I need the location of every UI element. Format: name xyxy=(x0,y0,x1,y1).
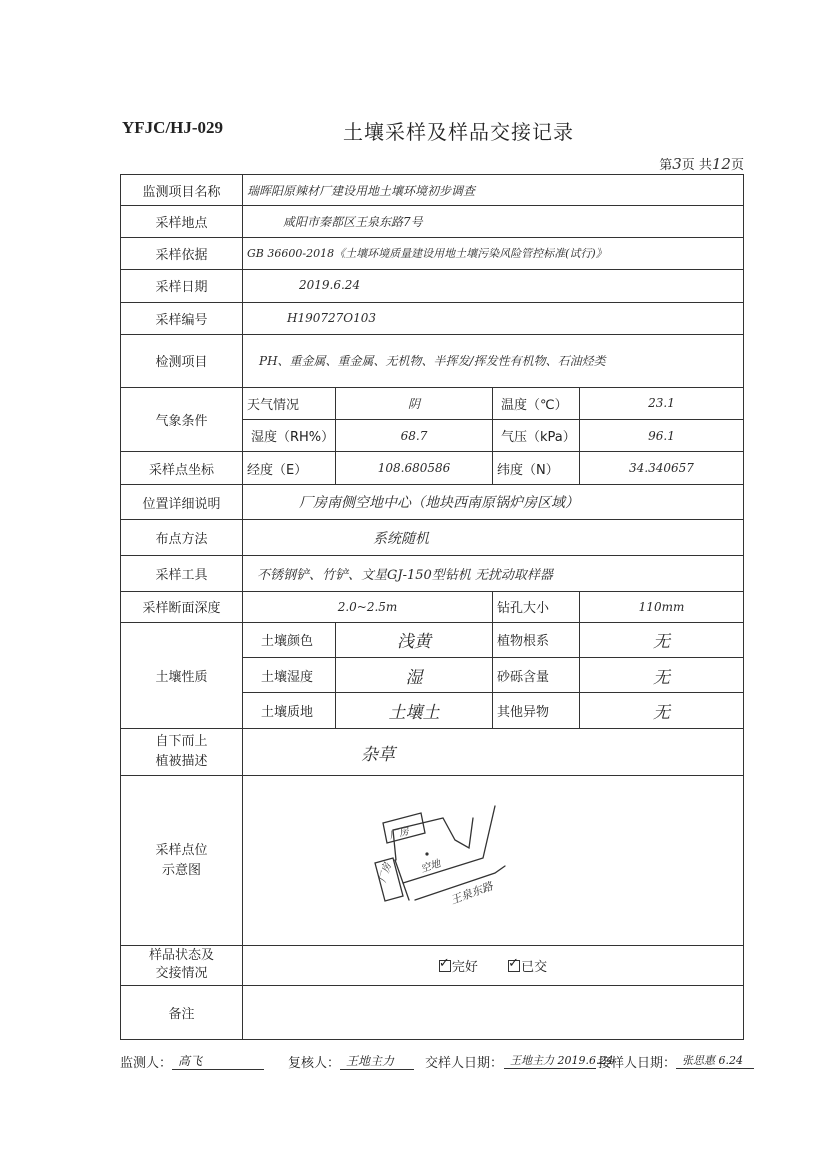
label-sample-id: 采样编号 xyxy=(121,302,243,334)
handwritten-gravel: 无 xyxy=(653,667,670,688)
value-other-objects xyxy=(580,693,744,728)
value-basis xyxy=(243,237,744,269)
value-gravel xyxy=(580,658,744,693)
value-date xyxy=(243,270,744,302)
label-date: 采样日期 xyxy=(121,270,243,302)
handwritten-humidity: 68.7 xyxy=(400,428,428,443)
value-sketch xyxy=(243,776,744,945)
value-weather xyxy=(336,387,493,419)
sketch-site-outline xyxy=(393,818,473,860)
row-coords xyxy=(121,452,744,484)
label-vegetation-line1: 自下而上 xyxy=(155,734,208,750)
handwritten-pressure: 96.1 xyxy=(648,428,675,443)
value-tools xyxy=(243,555,744,591)
reviewer-label: 复核人： xyxy=(288,1056,341,1071)
label-humidity: 湿度（RH%） xyxy=(243,420,336,452)
label-remarks: 备注 xyxy=(121,986,243,1040)
status-handed-label: 已交 xyxy=(521,959,548,975)
value-sample-id xyxy=(243,302,744,334)
label-project-name: 监测项目名称 xyxy=(121,175,243,206)
label-status-line2: 交接情况 xyxy=(155,966,208,982)
label-location: 采样地点 xyxy=(121,206,243,237)
label-bore-size: 钻孔大小 xyxy=(493,592,580,622)
row-basis xyxy=(121,237,744,269)
label-soil-color: 土壤颜色 xyxy=(243,622,336,657)
row-layout-method xyxy=(121,520,744,555)
label-position-desc: 位置详细说明 xyxy=(121,484,243,519)
label-status xyxy=(121,945,243,986)
value-status xyxy=(243,945,744,986)
label-plant-roots: 植物根系 xyxy=(493,622,580,657)
handwritten-position-desc: 厂房南侧空地中心（地块西南原锅炉房区域） xyxy=(299,495,579,512)
page-total: 12 xyxy=(711,155,731,173)
label-vegetation-line2: 植被描述 xyxy=(155,754,208,770)
page-prefix: 第 xyxy=(659,158,673,173)
receiver-signature: 张思惠 6.24 xyxy=(676,1052,754,1069)
sketch-label-left: 厂房 xyxy=(377,861,394,885)
value-soil-moisture xyxy=(336,658,493,693)
handwritten-test-items: PH、重金属、重金属、无机物、半挥发/挥发性有机物、石油烃类 xyxy=(259,354,606,369)
page-current: 3 xyxy=(672,155,682,173)
receiver-label: 接样人日期： xyxy=(598,1056,677,1071)
value-soil-color xyxy=(336,622,493,657)
value-soil-texture xyxy=(336,693,493,728)
handwritten-plant-roots: 无 xyxy=(653,632,670,653)
value-vegetation xyxy=(243,728,744,776)
row-test-items xyxy=(121,335,744,388)
row-sample-id xyxy=(121,302,744,334)
label-coords: 采样点坐标 xyxy=(121,452,243,484)
row-location xyxy=(121,206,744,237)
record-table xyxy=(120,174,744,1040)
label-sketch xyxy=(121,776,243,945)
label-status-line1: 样品状态及 xyxy=(148,948,214,964)
handwritten-soil-color: 浅黄 xyxy=(397,632,431,653)
label-basis: 采样依据 xyxy=(121,237,243,269)
sketch-label-top: 厂房 xyxy=(388,826,411,842)
value-temperature xyxy=(580,387,744,419)
handwritten-tools: 不锈钢铲、竹铲、文星GJ-150型钻机 无扰动取样器 xyxy=(257,567,553,583)
row-sketch xyxy=(121,776,744,945)
label-layout-method: 布点方法 xyxy=(121,520,243,555)
handwritten-soil-texture: 土壤土 xyxy=(388,703,440,724)
handwritten-layout-method: 系统随机 xyxy=(373,530,429,547)
value-latitude xyxy=(580,452,744,484)
label-soil-props: 土壤性质 xyxy=(121,622,243,728)
label-sketch-line2: 示意图 xyxy=(161,862,201,878)
handwritten-date: 2019.6.24 xyxy=(299,278,361,293)
value-test-items xyxy=(243,335,744,388)
handwritten-vegetation: 杂草 xyxy=(361,744,395,765)
value-position-desc xyxy=(243,484,744,519)
handwritten-other-objects: 无 xyxy=(653,703,670,724)
reviewer-signature: 王地主力 xyxy=(340,1052,414,1070)
deliver-label: 交样人日期： xyxy=(425,1056,504,1071)
value-project-name xyxy=(243,175,744,206)
value-humidity xyxy=(336,420,493,452)
row-soil-color xyxy=(121,622,744,657)
page-number xyxy=(659,154,744,173)
row-date xyxy=(121,270,744,302)
handwritten-project-name: 瑞晖阳原辣材厂建设用地土壤环境初步调查 xyxy=(247,183,476,198)
handwritten-weather: 阴 xyxy=(407,396,420,411)
form-title: 土壤采样及样品交接记录 xyxy=(343,120,574,144)
label-temperature: 温度（℃） xyxy=(493,387,580,419)
label-soil-texture: 土壤质地 xyxy=(243,693,336,728)
label-tools: 采样工具 xyxy=(121,555,243,591)
row-remarks xyxy=(121,986,744,1040)
sketch-label-point: 空地 xyxy=(419,858,442,876)
site-sketch xyxy=(243,778,742,943)
deliver-signature: 王地主力 2019.6.24 xyxy=(504,1052,596,1069)
sketch-label-road: 王泉东路 xyxy=(448,879,495,907)
row-status xyxy=(121,945,744,986)
checkbox-good[interactable] xyxy=(439,960,451,972)
form-code: YFJC/HJ-029 xyxy=(122,118,224,137)
handwritten-basis: GB 36600-2018《土壤环境质量建设用地土壤污染风险管控标准(试行)》 xyxy=(247,247,607,261)
row-vegetation xyxy=(121,728,744,776)
sketch-sample-point xyxy=(425,852,428,855)
handwritten-longitude: 108.680586 xyxy=(377,461,451,476)
label-latitude: 纬度（N） xyxy=(493,452,580,484)
row-weather xyxy=(121,387,744,419)
value-depth xyxy=(243,592,493,622)
status-good-label: 完好 xyxy=(451,959,478,975)
label-weather-conditions: 气象条件 xyxy=(121,387,243,452)
row-project-name xyxy=(121,175,744,206)
page-suffix: 页 xyxy=(730,158,744,173)
row-tools xyxy=(121,555,744,591)
row-position-desc xyxy=(121,484,744,519)
row-depth xyxy=(121,592,744,622)
value-pressure xyxy=(580,420,744,452)
handwritten-location: 咸阳市秦都区王泉东路7号 xyxy=(283,215,423,230)
label-gravel: 砂砾含量 xyxy=(493,658,580,693)
label-pressure: 气压（kPa） xyxy=(493,420,580,452)
value-location xyxy=(243,206,744,237)
value-bore-size xyxy=(580,592,744,622)
page-mid: 页 共 xyxy=(681,158,712,173)
value-longitude xyxy=(336,452,493,484)
monitor-signature: 高飞 xyxy=(172,1052,264,1070)
handwritten-bore-size: 110mm xyxy=(638,599,685,614)
sketch-area xyxy=(243,778,743,943)
label-other-objects: 其他异物 xyxy=(493,693,580,728)
handwritten-depth: 2.0~2.5m xyxy=(337,599,398,614)
handwritten-soil-moisture: 湿 xyxy=(405,667,423,688)
label-depth: 采样断面深度 xyxy=(121,592,243,622)
handwritten-latitude: 34.340657 xyxy=(629,461,694,476)
label-test-items: 检测项目 xyxy=(121,335,243,388)
handwritten-sample-id: H190727O103 xyxy=(287,310,377,325)
handwritten-temperature: 23.1 xyxy=(648,396,675,411)
label-sketch-line1: 采样点位 xyxy=(155,842,208,858)
label-longitude: 经度（E） xyxy=(243,452,336,484)
label-soil-moisture: 土壤湿度 xyxy=(243,658,336,693)
sketch-road-edge-1 xyxy=(403,806,495,883)
monitor-label: 监测人： xyxy=(120,1056,173,1071)
label-vegetation xyxy=(121,728,243,776)
checkbox-handed[interactable] xyxy=(508,960,520,972)
value-remarks xyxy=(243,986,744,1040)
label-weather: 天气情况 xyxy=(243,387,336,419)
value-plant-roots xyxy=(580,622,744,657)
value-layout-method xyxy=(243,520,744,555)
